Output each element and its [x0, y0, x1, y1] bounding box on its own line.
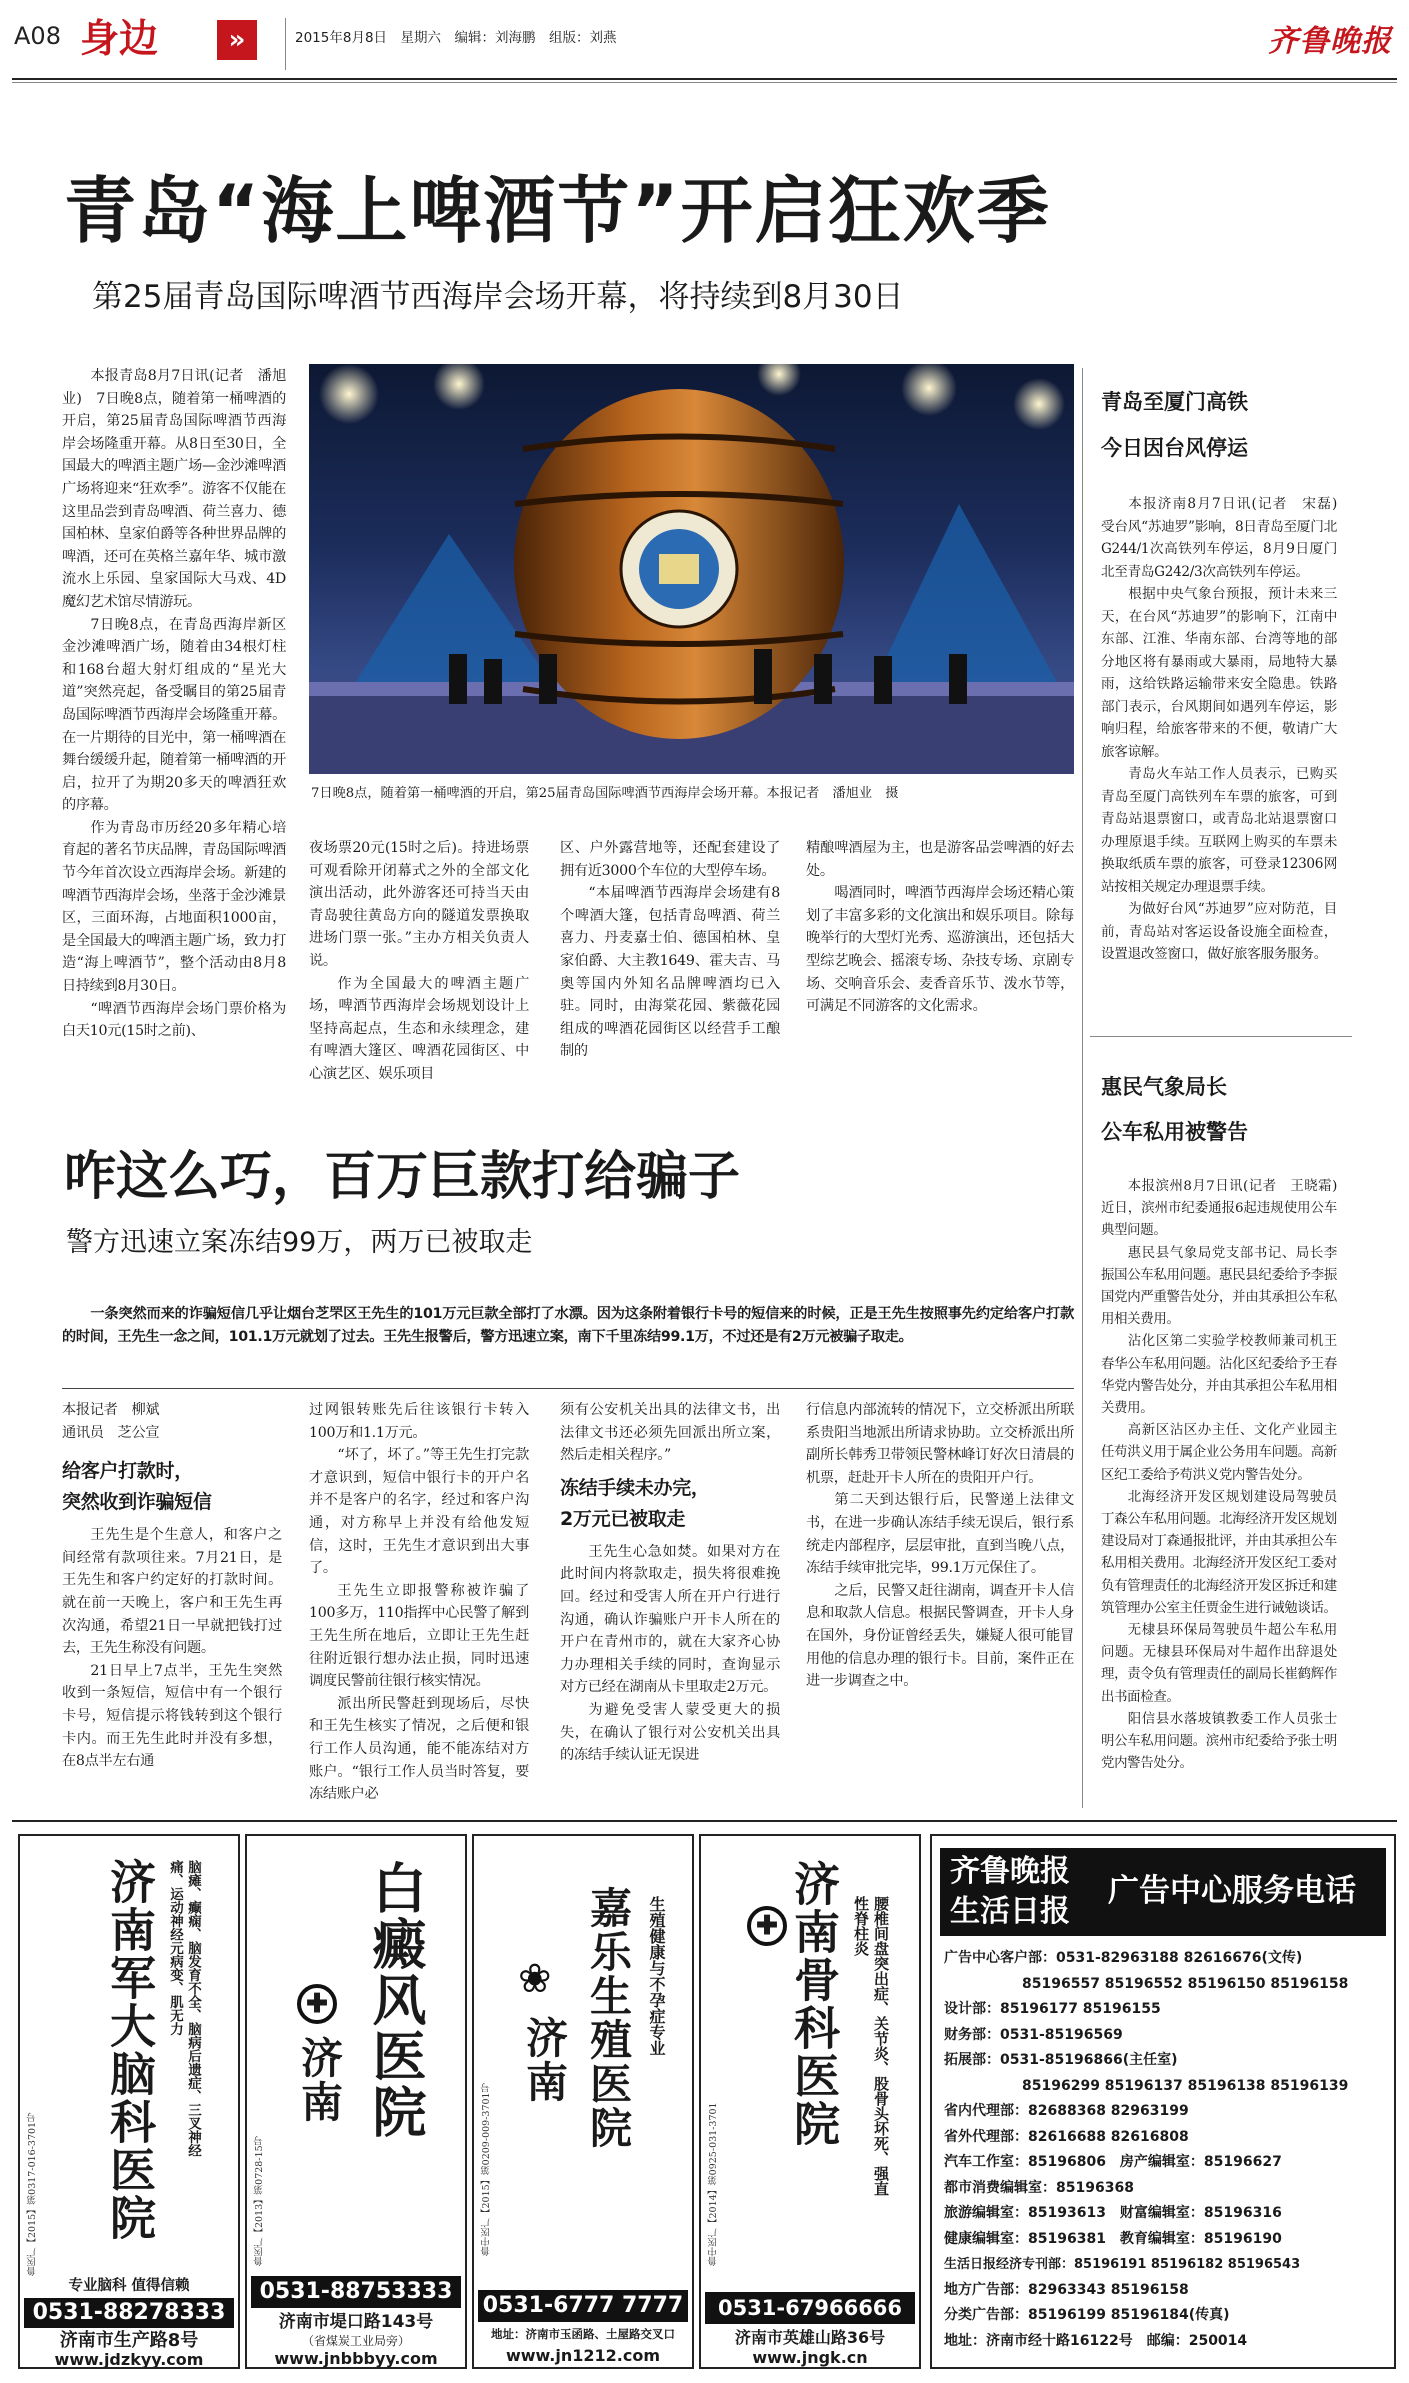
- ad-hospital-name: 济南军大脑科医院: [103, 1858, 157, 2242]
- ad-website: www.jnbbbyy.com: [274, 2349, 438, 2368]
- story2-column-4: [806, 1399, 1074, 1693]
- service-line: 财务部：0531-85196569: [944, 2026, 1123, 2043]
- ad-slogan: 生殖健康与不孕症专业: [647, 1896, 666, 2056]
- paragraph: “坏了，坏了。”等王先生打完款才意识到，短信中银行卡的开户名并不是客户的名字，经过和客户沟通，对方称早上并没有给他发短信，这时，王先生才意识到出大事了。: [309, 1447, 529, 1577]
- ad-orthopedic-hospital: [699, 1834, 921, 2369]
- story2-lead: [62, 1303, 1074, 1348]
- paragraph: 第二天到达银行后，民警递上法律文书，在进一步确认冻结手续无误后，银行系统走内部程序，层层审批，直到当晚八点，冻结手续审批完毕，99.1万元保住了。: [806, 1492, 1074, 1577]
- service-line: 健康编辑室：85196381 教育编辑室：85196190: [944, 2230, 1282, 2247]
- header-rule-2: [12, 82, 1397, 83]
- service-title-left-1: 齐鲁晚报: [950, 1854, 1070, 1889]
- side2-body: [1101, 1176, 1351, 1775]
- side2-headline-1: 惠民气象局长: [1101, 1075, 1227, 1099]
- page-number: A08: [14, 22, 61, 50]
- ad-brand: 济南: [520, 2016, 569, 2104]
- paragraph: 根据中央气象台预报，预计未来三天，在台风“苏迪罗”的影响下，江南中东部、江淮、华南东部、台湾等地的部分地区将有暴雨或大暴雨，局地特大暴雨，这给铁路运输带来安全隐患。铁路部门表示，台风期间如遇列车停运，影响归程，给旅客带来的不便，敬请广大旅客谅解。: [1101, 586, 1337, 760]
- side2-headline-2: 公车私用被警告: [1101, 1120, 1248, 1144]
- ad-address: 济南市堤口路143号: [278, 2312, 434, 2332]
- story1-column-3: [560, 837, 780, 1063]
- service-title-right: 广告中心服务电话: [1108, 1873, 1356, 1909]
- paragraph: 为做好台风“苏迪罗”应对防范，目前，青岛站对客运设备设施全面检查，设置退改签窗口，做好旅客服务服务。: [1101, 901, 1337, 962]
- ads-top-rule: [12, 1820, 1397, 1822]
- service-line: 设计部：85196177 85196155: [944, 2001, 1161, 2017]
- ad-reproductive-hospital: [472, 1834, 694, 2369]
- cross-logo-icon: ✚: [747, 1906, 787, 1946]
- ad-phone: 0531-67966666: [705, 2292, 915, 2324]
- paragraph: 作为青岛市历经20多年精心培育起的著名节庆品牌，青岛国际啤酒节今年首次设立西海岸会场。新建的啤酒节西海岸会场，坐落于金沙滩景区，三面环海，占地面积1000亩，是全国最大的啤酒主题广场，致力打造“海上啤酒节”，整个活动由8月8日持续到8月30日。: [62, 819, 286, 995]
- service-line: 汽车工作室：85196806 房产编辑室：85196627: [944, 2154, 1282, 2170]
- ad-registration: 鲁中医广【2014】第0925-031-3701: [708, 2102, 719, 2266]
- ad-address: 地址：济南市玉函路、土屋路交叉口: [491, 2327, 675, 2341]
- subtitle-line: 突然收到诈骗短信: [62, 1491, 212, 1514]
- service-line: 省内代理部：82688368 82963199: [944, 2103, 1189, 2119]
- service-line: 生活日报经济专刊部：85196191 85196182 85196543: [944, 2257, 1301, 2272]
- paragraph: 之后，民警又赶往湖南，调查开卡人信息和取款人信息。根据民警调查，开卡人身在国外，身份证曾经丢失，嫌疑人很可能冒用他的信息办理的银行卡。目前，案件正在进一步调查之中。: [806, 1582, 1074, 1690]
- story1-column-4: [806, 837, 1074, 1018]
- service-line: 85196299 85196137 85196138 85196139: [1022, 2077, 1349, 2094]
- header-divider: [285, 18, 286, 70]
- story2-column-1: [62, 1399, 282, 1773]
- paragraph: 作为全国最大的啤酒主题广场，啤酒节西海岸会场规划设计上坚持高起点，生态和永续理念，建有啤酒大篷区、啤酒花园街区、中心演艺区、娱乐项目: [309, 975, 529, 1082]
- ad-brand: 济南: [295, 2036, 344, 2124]
- masthead-logo: 齐鲁晚报: [1268, 24, 1392, 59]
- header-meta: 2015年8月8日 星期六 编辑：刘海鹏 组版：刘燕: [295, 30, 617, 46]
- ad-phone: 0531-88753333: [251, 2276, 461, 2308]
- paragraph: 为避免受害人蒙受更大的损失，在确认了银行对公安机关出具的冻结手续认证无误进: [560, 1701, 780, 1764]
- side1-headline-1: 青岛至厦门高铁: [1101, 390, 1248, 414]
- paragraph: 派出所民警赶到现场后，尽快和王先生核实了情况，之后便和银行工作人员沟通，能不能冻结对方账户。“银行工作人员当时答复，要冻结账户必: [309, 1695, 529, 1803]
- subtitle: [62, 1456, 282, 1518]
- ad-website: www.jn1212.com: [505, 2346, 661, 2365]
- lead-paragraph: 一条突然而来的诈骗短信几乎让烟台芝罘区王先生的101万元巨款全部打了水漂。因为这条附着银行卡号的短信来的时候，正是王先生按照事先约定给客户打款的时间，王先生一念之间，101.1万元就划了过去。王先生报警后，警方迅速立案，南下千里冻结99.1万，不过还是有2万元被骗子取走。: [62, 1306, 1074, 1345]
- paragraph: 阳信县水落坡镇教委工作人员张士明公车私用问题。滨州市纪委给予张士明党内警告处分。: [1101, 1711, 1337, 1772]
- paragraph: 行信息内部流转的情况下，立交桥派出所联系贵阳当地派出所请求协助。立交桥派出所副所长韩秀卫带领民警林峰订好次日清晨的机票，赶赴开卡人所在的贵阳开户行。: [806, 1402, 1074, 1486]
- paragraph: 21日早上7点半，王先生突然收到一条短信，短信中有一个银行卡号，短信提示将钱转到这个银行卡内。而王先生此时并没有多想，在8点半左右通: [62, 1662, 282, 1770]
- ad-service-center: [930, 1834, 1396, 2369]
- story1-column-2: [309, 837, 529, 1086]
- story2-column-2: [309, 1399, 529, 1806]
- ad-website: www.jngk.cn: [752, 2348, 868, 2367]
- paragraph: 喝酒同时，啤酒节西海岸会场还精心策划了丰富多彩的文化演出和娱乐项目。除每晚举行的大型灯光秀、巡游演出，还包括大型综艺晚会、摇滚专场、杂技专场、京剧专场、交响音乐会、麦香音乐节、泼水节等，可满足不同游客的文化需求。: [806, 885, 1074, 1015]
- header-rule: [12, 78, 1397, 80]
- story1-headline: 青岛“海上啤酒节”开启狂欢季: [64, 169, 1051, 253]
- story2-column-3: [560, 1399, 780, 1767]
- service-line: 广告中心客户部：0531-82963188 82616676(文传): [944, 1950, 1303, 1966]
- ad-website: www.jdzkyy.com: [54, 2350, 204, 2369]
- paragraph: 夜场票20元(15时之后)。持进场票可观看除开闭幕式之外的全部文化演出活动，此外游客还可持当天由青岛驶往黄岛方向的隧道发票换取进场门票一张。”主办方相关负责人说。: [309, 840, 529, 969]
- paragraph: 7日晚8点，在青岛西海岸新区金沙滩啤酒广场，随着由34根灯柱和168台超大射灯组成的“星光大道”突然亮起，备受瞩目的第25届青岛国际啤酒节西海岸会场隆重开幕。在一片期待的目光中，第一桶啤酒在舞台缓缓升起，随着第一桶啤酒的开启，拉开了为期20多天的啤酒狂欢的序幕。: [62, 616, 286, 814]
- subtitle-line: 2万元已被取走: [560, 1507, 686, 1530]
- section-chevron-icon: »: [217, 20, 257, 60]
- byline: 本报记者 柳斌: [62, 1402, 160, 1418]
- ad-registration: 鲁医广【2013】第0728-15号: [254, 2135, 265, 2266]
- paragraph: 青岛火车站工作人员表示，已购买青岛至厦门高铁列车车票的旅客，可到青岛站退票窗口，或青岛北站退票窗口办理原退手续。互联网上购买的车票未换取纸质车票的旅客，可登录12306网站按相关规定办理退票手续。: [1101, 766, 1337, 895]
- ad-vitiligo-hospital: [245, 1834, 467, 2369]
- ad-phone: 0531-88278333: [24, 2298, 234, 2328]
- flower-logo-icon: ❀: [518, 1956, 552, 2002]
- ad-description: 脑瘫、癫痫、脑发育不全、脑病后遗症、三叉神经痛、运动神经元病变、肌无力: [167, 1860, 201, 2157]
- subtitle-line: 冻结手续未办完，: [560, 1476, 710, 1499]
- subtitle-line: 给客户打款时，: [62, 1460, 193, 1483]
- paragraph: 精酿啤酒屋为主，也是游客品尝啤酒的好去处。: [806, 840, 1074, 879]
- service-line: 分类广告部：85196199 85196184(传真): [944, 2307, 1230, 2323]
- paragraph: 王先生心急如焚。如果对方在此时间内将款取走，损失将很难挽回。经过和受害人所在开户行进行沟通，确认诈骗账户开卡人所在的开户在青州市的，就在大家齐心协力办理相关手续的同时，查询显示对方已经在湖南从卡里取走2万元。: [560, 1543, 780, 1696]
- cross-logo-icon: ✚: [297, 1984, 337, 2024]
- paragraph: 过网银转账先后往该银行卡转入100万和1.1万元。: [309, 1402, 529, 1441]
- ad-description: 腰椎间盘突出症、关节炎、股骨头坏死、强直性脊柱炎: [852, 1896, 890, 2196]
- paragraph: 北海经济开发区规划建设局驾驶员丁森公车私用问题。北海经济开发区规划建设局对丁森通报批评，并由其承担公车私用相关费用。北海经济开发区纪工委对负有管理责任的北海经济开发区拆迁和建筑管理办公室主任贾金生进行诫勉谈话。: [1101, 1489, 1337, 1616]
- ad-address-note: （省煤炭工业局旁）: [301, 2334, 410, 2348]
- section-title: 身边: [80, 17, 159, 62]
- paragraph: 王先生是个生意人，和客户之间经常有款项往来。7月21日，是王先生和客户约定好的打款时间。就在前一天晚上，客户和王先生再次沟通，希望21日一早就把钱打过去，王先生称没有问题。: [62, 1527, 282, 1657]
- side1-body: [1101, 493, 1351, 966]
- service-line: 省外代理部：82616688 82616808: [944, 2128, 1189, 2145]
- paragraph: 本报青岛8月7日讯(记者 潘旭业) 7日晚8点，随着第一桶啤酒的开启，第25届青岛国际啤酒节西海岸会场隆重开幕。从8日至30日，全国最大的啤酒主题广场—金沙滩啤酒广场将迎来“狂欢季”。游客不仅能在这里品尝到青岛啤酒、荷兰喜力、德国柏林、皇家伯爵等各种世界品牌的啤酒，还可在英格兰嘉年华、城市激流水上乐园、皇家国际大马戏、4D魔幻艺术馆尽情游玩。: [62, 368, 286, 610]
- paragraph: “本届啤酒节西海岸会场建有8个啤酒大篷，包括青岛啤酒、荷兰喜力、丹麦嘉士伯、德国柏林、皇家伯爵、大主教1649、霍夫吉、马奥等国内外知名品牌啤酒均已入驻。同时，由海棠花园、紫薇花园组成的啤酒花园街区以经营手工酿制的: [560, 885, 780, 1060]
- service-line: 旅游编辑室：85193613 财富编辑室：85196316: [944, 2205, 1282, 2221]
- paragraph: 本报滨州8月7日讯(记者 王晓霜) 近日，滨州市纪委通报6起违规使用公车典型问题。: [1101, 1179, 1351, 1239]
- paragraph: 本报济南8月7日讯(记者 宋磊) 受台风“苏迪罗”影响，8日青岛至厦门北G244/1次高铁列车停运，8月9日厦门北至青岛G242/3次高铁列车停运。: [1101, 496, 1351, 580]
- paragraph: 须有公安机关出具的法律文书，出法律文书还必须先回派出所立案，然后走相关程序。”: [560, 1402, 780, 1464]
- service-line: 85196557 85196552 85196150 85196158: [1022, 1975, 1349, 1992]
- ad-tagline: 专业脑科 值得信赖: [68, 2278, 190, 2294]
- story1-photo: [309, 364, 1074, 774]
- ad-phone: 0531-6777 7777: [478, 2290, 688, 2322]
- story2-headline: 咋这么巧，百万巨款打给骗子: [64, 1147, 741, 1207]
- ad-brain-hospital: [18, 1834, 240, 2369]
- ad-address: 济南市生产路8号: [59, 2330, 199, 2351]
- story1-column-1: [62, 365, 286, 1043]
- ad-hospital-name: 白癜风医院: [364, 1860, 428, 2140]
- ad-hospital-name: 嘉乐生殖医院: [584, 1886, 633, 2150]
- ad-address: 济南市英雄山路36号: [734, 2328, 886, 2347]
- ad-hospital-name: 济南骨科医院: [787, 1860, 841, 2148]
- side1-headline-2: 今日因台风停运: [1101, 436, 1248, 460]
- paragraph: 区、户外露营地等，还配套建设了拥有近3000个车位的大型停车场。: [560, 840, 780, 879]
- paragraph: 沾化区第二实验学校教师兼司机王春华公车私用问题。沾化区纪委给予王春华党内警告处分，并由其承担公车私用相关费用。: [1101, 1334, 1337, 1417]
- ad-registration: 鲁中医广【2015】第0209-009-3701号: [481, 2082, 492, 2256]
- story1-photo-caption: 7日晚8点，随着第一桶啤酒的开启，第25届青岛国际啤酒节西海岸会场开幕。本报记者 潘旭业 摄: [311, 786, 899, 801]
- service-line: 拓展部：0531-85196866(主任室): [944, 2052, 1178, 2068]
- service-title-left-2: 生活日报: [950, 1894, 1070, 1929]
- paragraph: 无棣县环保局驾驶员牛超公车私用问题。无棣县环保局对牛超作出辞退处理，责令负有管理责任的副局长崔鹤辉作出书面检查。: [1101, 1623, 1337, 1705]
- byline: 通讯员 芝公宣: [62, 1424, 160, 1441]
- paragraph: 高新区沾区办主任、文化产业园主任苟洪义用于属企业公务用车问题。高新区纪工委给予苟洪义党内警告处分。: [1101, 1423, 1337, 1483]
- service-line: 地方广告部：82963343 85196158: [944, 2281, 1189, 2298]
- service-line: 地址：济南市经十路16122号 邮编：250014: [944, 2332, 1248, 2349]
- paragraph: 王先生立即报警称被诈骗了100多万，110指挥中心民警了解到王先生所在地后，立即让王先生赶往附近银行想办法止损，同时迅速调度民警前往银行核实情况。: [309, 1582, 529, 1690]
- beer-barrel-stage-illustration: [309, 364, 1074, 774]
- story1-subhead: 第25届青岛国际啤酒节西海岸会场开幕，将持续到8月30日: [92, 279, 904, 315]
- service-line: 都市消费编辑室：85196368: [944, 2179, 1134, 2196]
- service-list: [944, 1946, 1390, 2354]
- sidebar-divider: [1090, 1036, 1352, 1037]
- story2-subhead: 警方迅速立案冻结99万，两万已被取走: [66, 1227, 533, 1258]
- ad-registration: 鲁医广【2015】第0317-016-3701号: [27, 2112, 38, 2276]
- subtitle: [560, 1473, 780, 1535]
- lead-divider: [62, 1388, 1074, 1389]
- paragraph: “啤酒节西海岸会场门票价格为白天10元(15时之前)、: [62, 1000, 286, 1040]
- column-divider: [1082, 368, 1083, 1808]
- paragraph: 惠民县气象局党支部书记、局长李振国公车私用问题。惠民县纪委给予李振国党内严重警告处分，并由其承担公车私用相关费用。: [1101, 1245, 1337, 1328]
